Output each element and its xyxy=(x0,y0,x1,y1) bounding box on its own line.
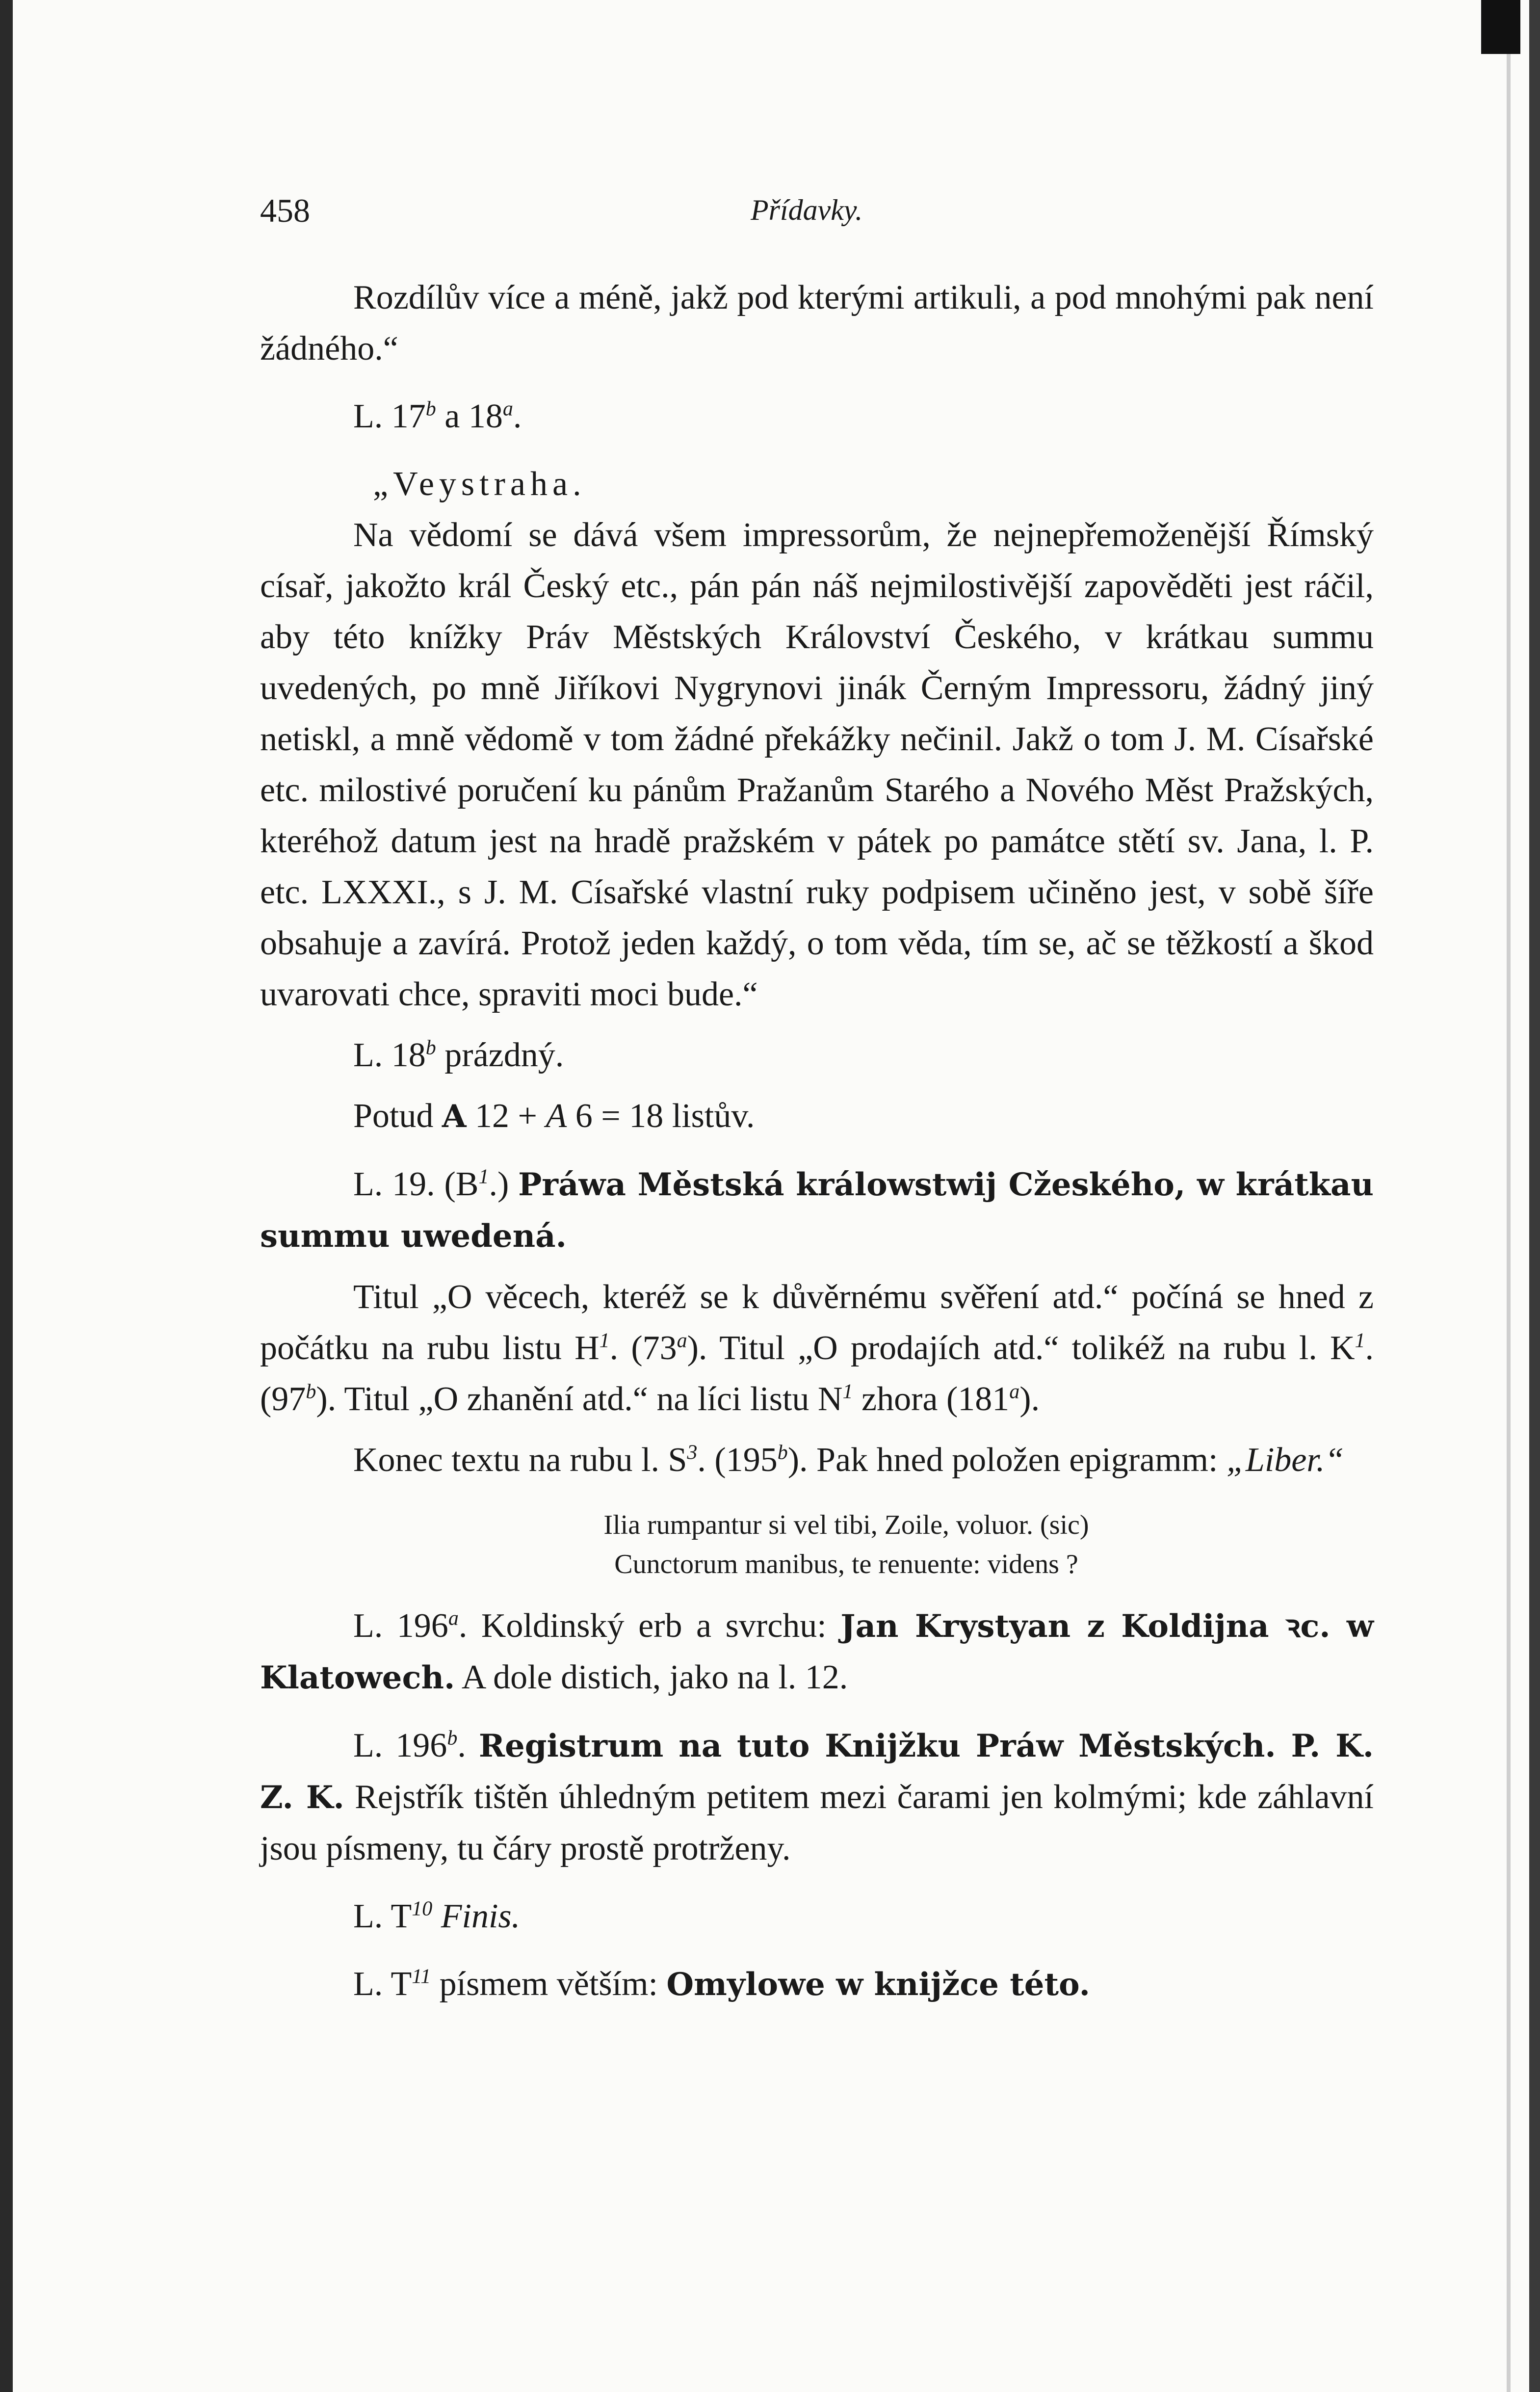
running-head: Přídavky. xyxy=(751,194,863,226)
paragraph: L. 196$^a$. Koldinský erb a svrchu: Jan Krystyan z Koldijna ꝛc. w Klatowech. A dole distich, jako na l. 12. xyxy=(260,1607,1374,1696)
paragraph: Na vědomí se dává všem impressorům, že nejnepřemoženější Římský císař, jakožto král Český etc., pán pán náš nejmilostivější zapověděti jest ráčil, aby této knížky Práv Městských Království Českého, v krátkau summu uvedených, po mně Jiříkovi Nygrynovi jinák Černým Impressoru, žádný jiný netiskl, a mně vědomě v tom žádné překážky nečinil. Jakž o tom J. M. Císařské etc. milostivé poručení ku pánům Pražanům Starého a Nového Měst Pražských, kteréhož datum jest na hradě pražském v pátek po památce stětí sv. Jana, l. P. etc. LXXXI., s J. M. Císařské vlastní ruky podpisem učiněno jest, v sobě šíře obsahuje a zavírá. Protož jeden každý, o tom věda, tím se, ač se těžkostí a škod uvarovati chce, spraviti moci bude.“ xyxy=(260,516,1374,1013)
epigram-line: Cunctorum manibus, te renuente: videns ? xyxy=(614,1549,1078,1579)
paragraph: L. 196$^b$. Registrum na tuto Knijžku Práw Městských. P. K. Z. K. Rejstřík tištěn úhledným petitem mezi čarami jen kolmými; kde záhlavní jsou písmeny, tu čáry prostě protrženy. xyxy=(260,1727,1374,1867)
scan-edge-left xyxy=(0,0,13,2392)
paragraph: Titul „O věcech, kteréž se k důvěrnému svěření atd.“ počíná se hned z počátku na rubu listu $H^1$. (73$^a$). Titul „O prodajích atd.“ tolikéž na rubu l. $K^1$. (97$^b$). Titul „O zhanění atd.“ na líci listu $N^1$ zhora (181$^a$). xyxy=(260,1278,1374,1418)
page-number: 458 xyxy=(260,192,310,229)
leaf-title-entry: L. 19. $(B^1.)$ Práwa Městská králowstwij Cžeského, w krátkau summu uwedená. xyxy=(260,1165,1374,1255)
epigram-line: Ilia rumpantur si vel tibi, Zoile, voluor. (sic) xyxy=(603,1510,1089,1540)
leaf-count: Potud A 12 + A 6 = 18 listův. xyxy=(353,1097,755,1135)
paragraph: Konec textu na rubu l. $S^3$. (195$^b$). Pak hned položen epigramm: „Liber.“ xyxy=(353,1441,1344,1479)
scan-corner-mark xyxy=(1481,0,1520,54)
scan-edge-right xyxy=(1529,0,1540,2392)
leaf-reference: L. 17$^b$ a 18$^a$. xyxy=(353,397,522,435)
page-body xyxy=(260,272,1374,2010)
leaf-reference: L. 18$^b$ prázdný. xyxy=(353,1036,564,1074)
scan-edge-line xyxy=(1507,0,1511,2392)
leaf-reference: L. $T^{10}$ Finis. xyxy=(353,1897,521,1935)
paragraph: Rozdílův více a méně, jakž pod kterými artikuli, a pod mnohými pak není žádného.“ xyxy=(260,279,1374,368)
page-header xyxy=(260,191,1374,240)
section-title: „Veystraha. xyxy=(373,465,586,503)
leaf-reference: L. $T^{11}$ písmem větším: Omylowe w knijžce této. xyxy=(353,1965,1090,2003)
